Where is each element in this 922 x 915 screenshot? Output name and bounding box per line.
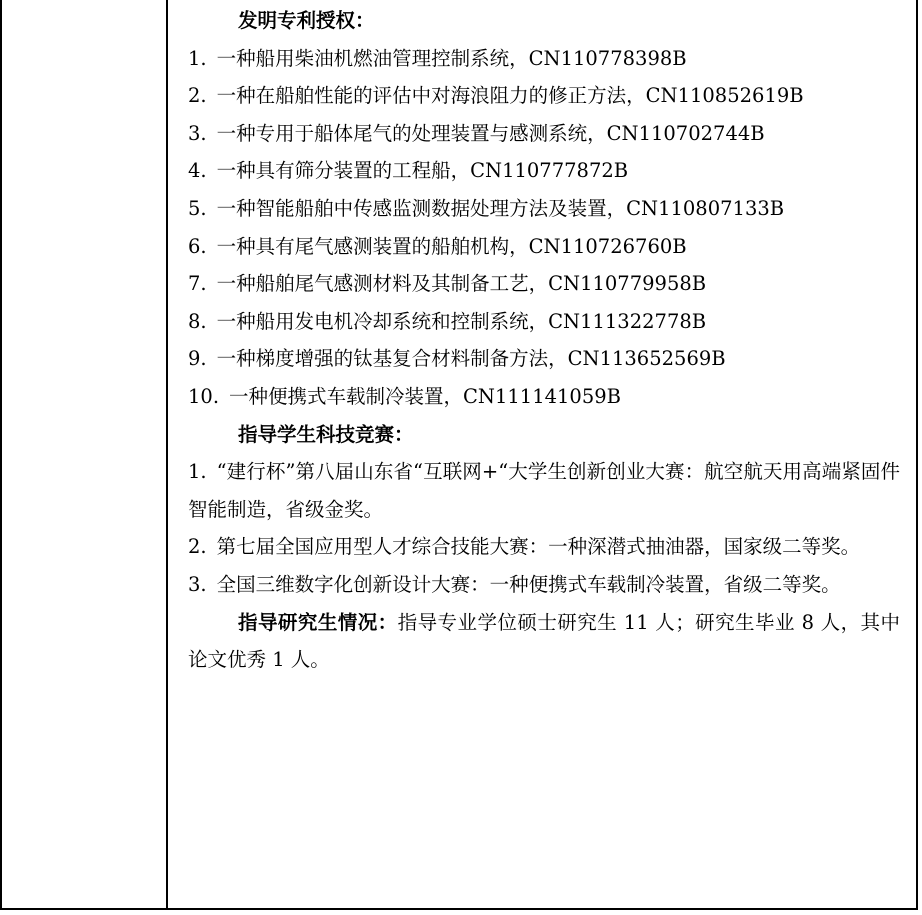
list-item — [188, 115, 900, 153]
item-text: 一种具有筛分装置的工程船，CN110777872B — [216, 159, 629, 183]
graduate-label: 指导研究生情况： — [238, 610, 398, 634]
item-text: 一种专用于船体尾气的处理装置与感测系统，CN110702744B — [216, 121, 765, 145]
item-text: 第七届全国应用型人才综合技能大赛：一种深潜式抽油器，国家级二等奖。 — [216, 535, 861, 559]
list-item — [188, 566, 900, 604]
list-item — [188, 190, 900, 228]
item-text: 一种梯度增强的钛基复合材料制备方法，CN113652569B — [216, 347, 726, 371]
item-text: 一种船舶尾气感测材料及其制备工艺，CN110779958B — [216, 272, 707, 296]
item-number: 2. — [188, 535, 207, 559]
item-text: “建行杯”第八届山东省“互联网+“大学生创新创业大赛：航空航天用高端紧固件智能制造，省级金奖。 — [188, 460, 900, 521]
list-item — [188, 228, 900, 266]
item-text: 一种在船舶性能的评估中对海浪阻力的修正方法，CN110852619B — [216, 84, 804, 108]
item-number: 4. — [188, 159, 207, 183]
graduate-text: 指导专业学位硕士研究生 11 人；研究生毕业 8 人，其中论文优秀 1 人。 — [188, 610, 900, 672]
item-text: 一种便携式车载制冷装置，CN111141059B — [229, 384, 621, 408]
item-number: 1. — [188, 46, 207, 70]
item-text: 一种船用发电机冷却系统和控制系统，CN111322778B — [216, 309, 707, 333]
item-number: 2. — [188, 84, 207, 108]
list-item — [188, 378, 900, 416]
column-divider — [166, 0, 168, 908]
item-number: 5. — [188, 196, 207, 220]
list-item — [188, 152, 900, 190]
item-number: 9. — [188, 347, 207, 371]
patents-list — [188, 40, 900, 416]
item-number: 7. — [188, 272, 207, 296]
item-number: 3. — [188, 572, 207, 596]
item-number: 1. — [188, 460, 207, 484]
list-item — [188, 40, 900, 78]
list-item — [188, 340, 900, 378]
item-text: 全国三维数字化创新设计大赛：一种便携式车载制冷装置，省级二等奖。 — [216, 572, 841, 596]
list-item — [188, 528, 900, 566]
item-text: 一种智能船舶中传感监测数据处理方法及装置，CN110807133B — [216, 196, 785, 220]
competitions-list — [188, 453, 900, 603]
list-item — [188, 77, 900, 115]
item-text: 一种船用柴油机燃油管理控制系统，CN110778398B — [216, 46, 687, 70]
competitions-heading: 指导学生科技竞赛： — [238, 422, 414, 446]
item-number: 6. — [188, 234, 207, 258]
item-number: 3. — [188, 121, 207, 145]
item-number: 10. — [188, 384, 220, 408]
list-item — [188, 453, 900, 528]
patents-heading: 发明专利授权： — [238, 9, 375, 32]
item-text: 一种具有尾气感测装置的船舶机构，CN110726760B — [216, 234, 687, 258]
achievements-content — [188, 2, 900, 679]
list-item — [188, 265, 900, 303]
graduate-paragraph — [188, 604, 900, 679]
item-number: 8. — [188, 309, 207, 333]
list-item — [188, 303, 900, 341]
